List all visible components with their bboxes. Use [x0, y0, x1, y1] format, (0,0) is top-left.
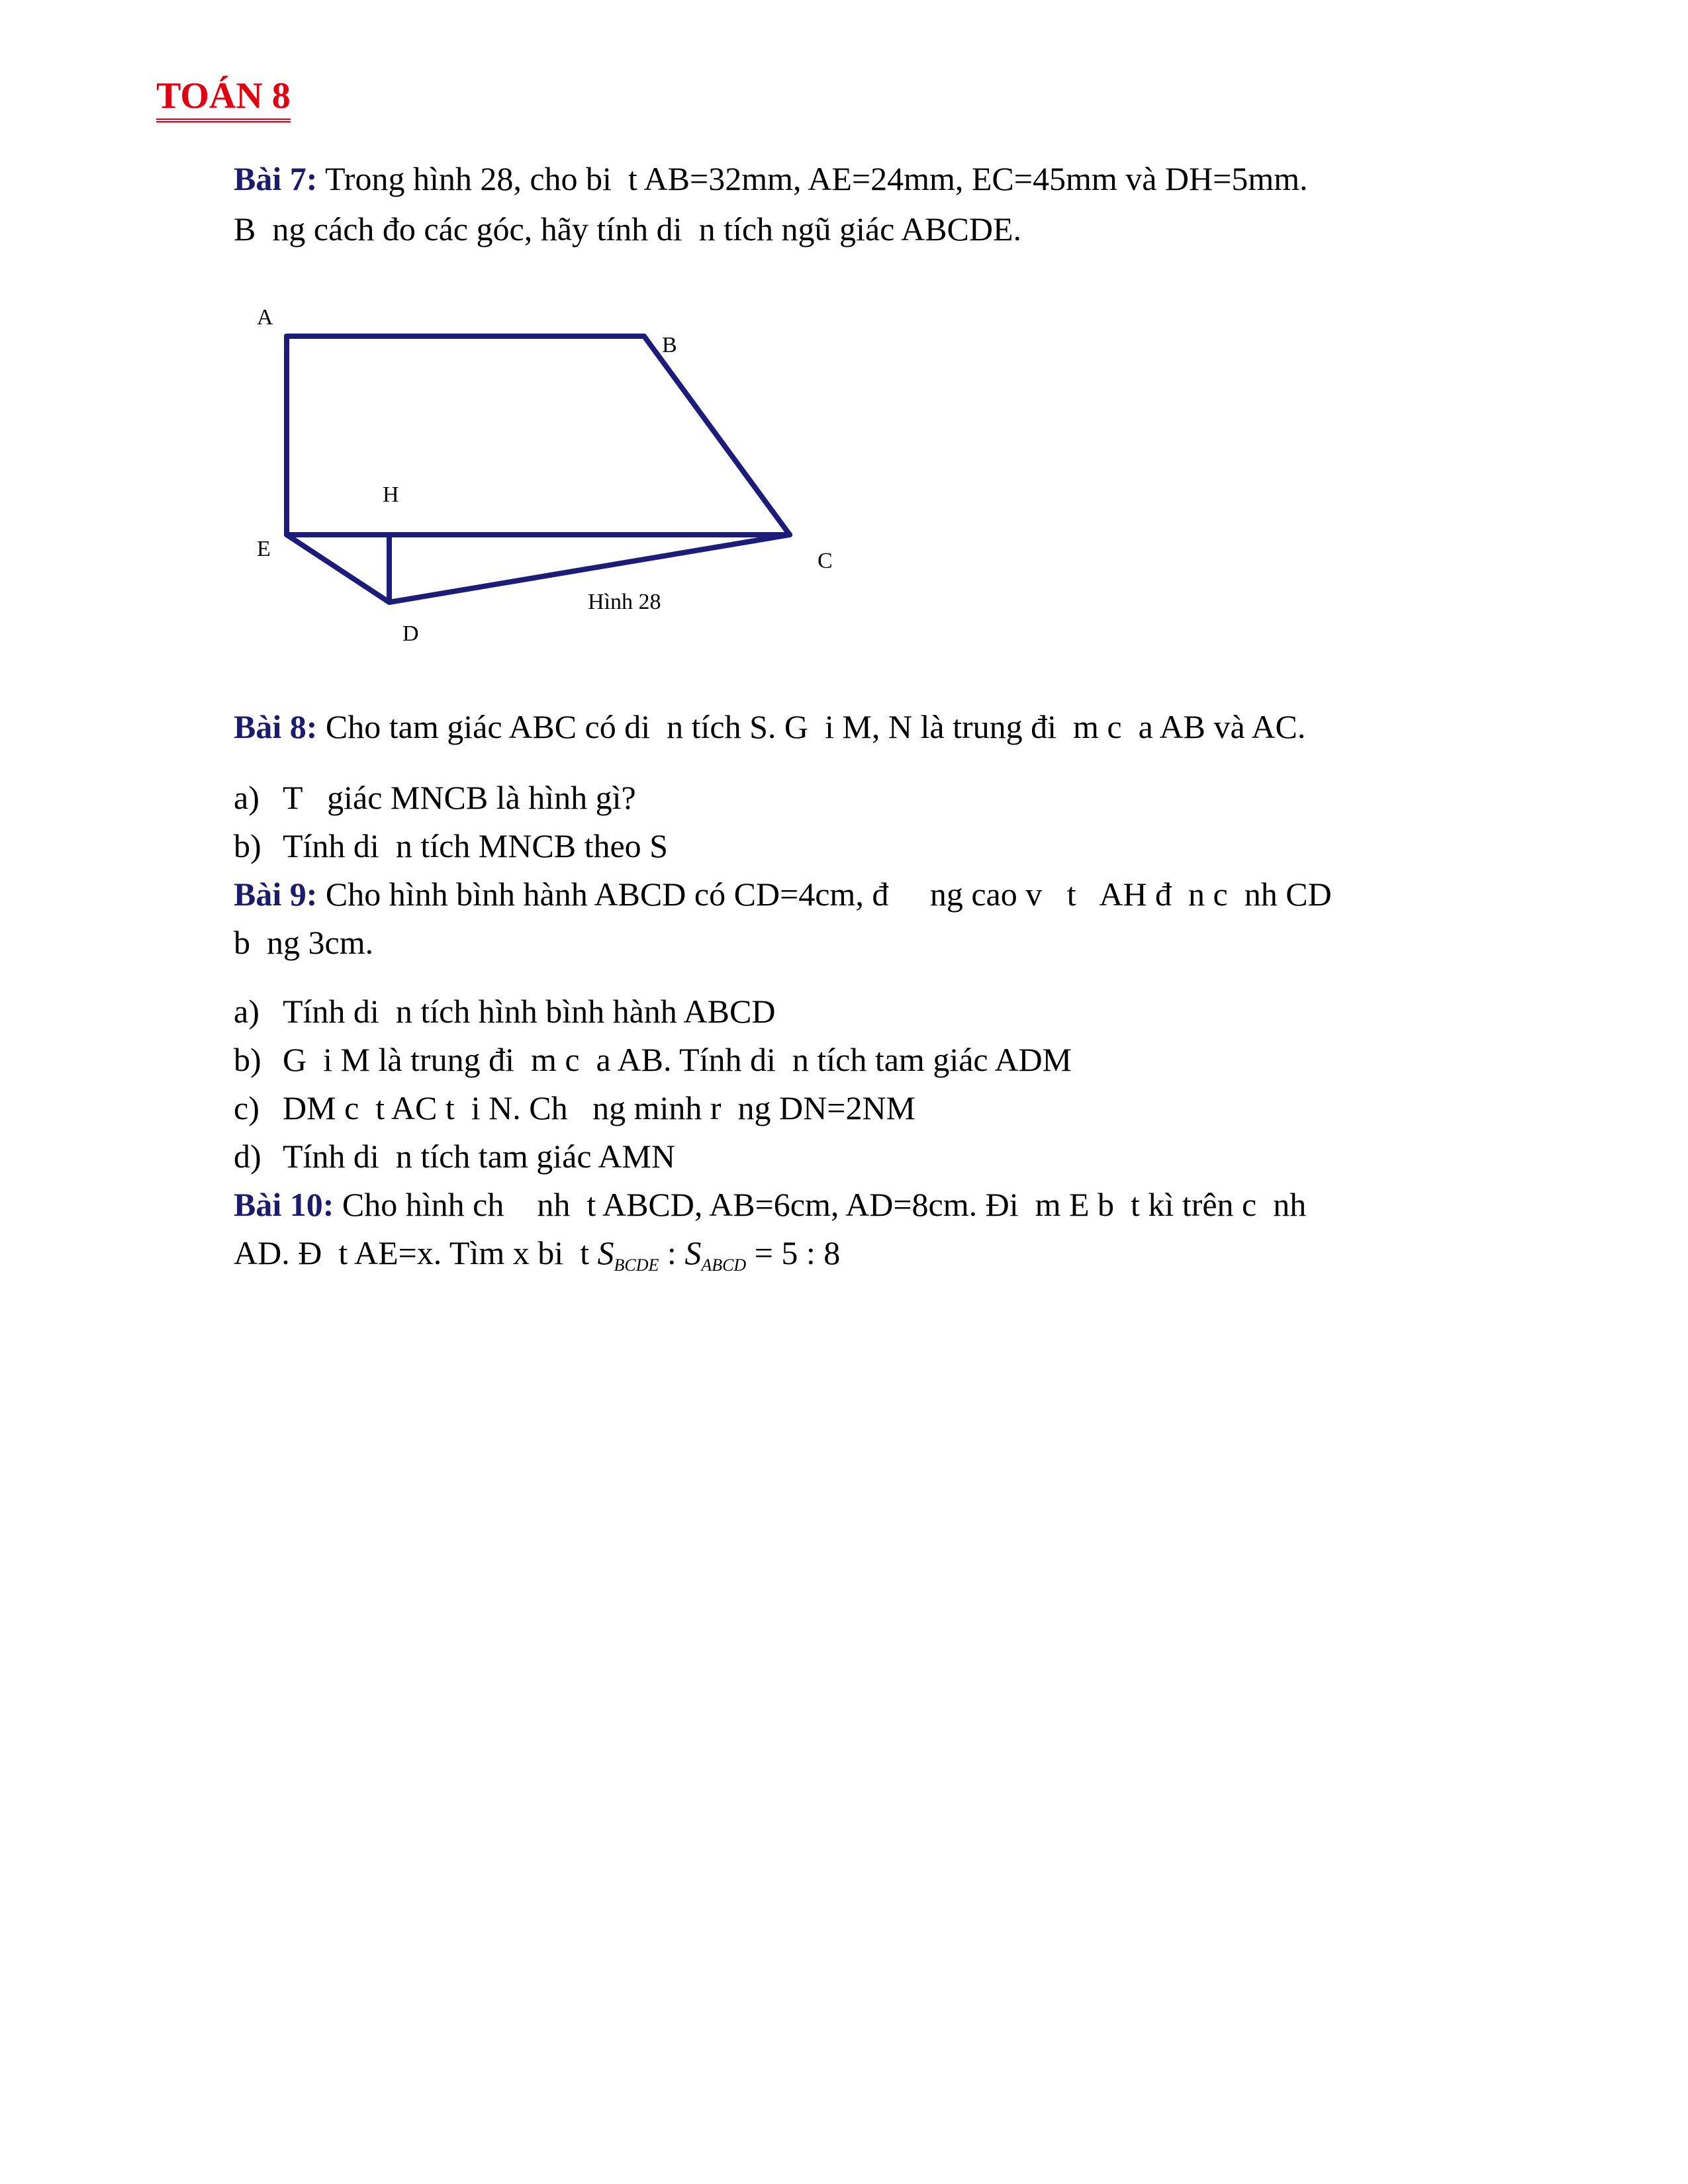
item-marker: a)	[234, 993, 259, 1030]
item-text: G i M là trung đi m c a AB. Tính di n tích tam giác ADM	[283, 1041, 1072, 1078]
exercise-9-item-a	[234, 986, 775, 1036]
formula-sub1: BCDE	[614, 1255, 659, 1275]
label-e: E	[257, 537, 271, 561]
exercise-9-line-2: b ng 3cm.	[234, 924, 374, 961]
page-title: TOÁN 8	[156, 74, 291, 122]
exercise-7-text-1: Trong hình 28, cho bi t AB=32mm, AE=24mm, EC=45mm và DH=5mm.	[317, 160, 1308, 197]
exercise-10-line-2	[234, 1228, 1524, 1291]
segment-ed	[287, 535, 389, 602]
item-text: Tính di n tích MNCB theo S	[283, 827, 668, 864]
formula-sep: :	[659, 1234, 685, 1271]
formula-sub2: ABCD	[701, 1255, 747, 1275]
exercise-8-line-1	[234, 702, 1524, 752]
item-marker: a)	[234, 779, 259, 816]
formula-s2: S	[684, 1234, 702, 1271]
exercise-8-item-b	[234, 821, 668, 871]
exercise-10-text-2: AD. Đ t AE=x. Tìm x bi t	[234, 1234, 598, 1271]
label-a: A	[257, 305, 273, 330]
exercise-9-line-1	[234, 869, 1524, 919]
item-marker: b)	[234, 1041, 261, 1078]
exercise-8-item-a	[234, 772, 636, 823]
exercise-10-line-1	[234, 1179, 1524, 1230]
exercise-9-label: Bài 9:	[234, 876, 318, 913]
figure-28	[245, 304, 880, 662]
exercise-8-text-1: Cho tam giác ABC có di n tích S. G i M, N là trung đi m c a AB và AC.	[317, 708, 1306, 745]
label-h: H	[383, 482, 399, 507]
exercise-9-item-d	[234, 1131, 675, 1181]
label-c: C	[818, 549, 833, 573]
exercise-10-label: Bài 10:	[234, 1186, 334, 1223]
exercise-9-text-1: Cho hình bình hành ABCD có CD=4cm, đ ng cao v t AH đ n c nh CD	[317, 876, 1332, 913]
exercise-7-line-2: B ng cách đo các góc, hãy tính di n tích ngũ giác ABCDE.	[234, 210, 1022, 248]
segment-bc	[644, 336, 790, 535]
exercise-7-label: Bài 7:	[234, 160, 318, 197]
exercise-7-line-1	[234, 154, 1524, 204]
exercise-10-text-1: Cho hình ch nh t ABCD, AB=6cm, AD=8cm. Đi m E b t kì trên c nh	[334, 1186, 1307, 1223]
item-text: DM c t AC t i N. Ch ng minh r ng DN=2NM	[283, 1089, 916, 1126]
exercise-9-item-c	[234, 1083, 915, 1133]
item-marker: d)	[234, 1138, 261, 1175]
item-marker: b)	[234, 827, 261, 864]
figure-caption: Hình 28	[588, 590, 661, 614]
item-text: Tính di n tích tam giác AMN	[283, 1138, 675, 1175]
item-marker: c)	[234, 1089, 259, 1126]
formula-rhs: = 5 : 8	[746, 1234, 841, 1271]
label-d: D	[402, 621, 419, 646]
exercise-8-label: Bài 8:	[234, 708, 318, 745]
item-text: Tính di n tích hình bình hành ABCD	[283, 993, 776, 1030]
item-text: T giác MNCB là hình gì?	[283, 779, 636, 816]
area-ratio-formula	[597, 1234, 841, 1275]
formula-s1: S	[597, 1234, 614, 1271]
exercise-9-item-b	[234, 1034, 1072, 1085]
label-b: B	[662, 333, 677, 357]
